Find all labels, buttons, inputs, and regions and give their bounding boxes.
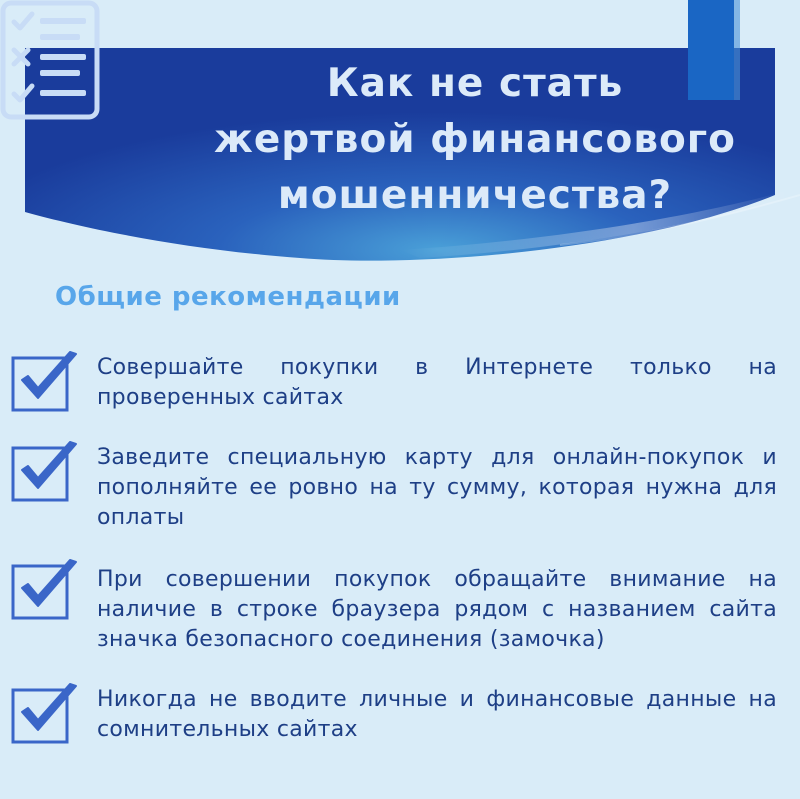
checkbox-checked-icon xyxy=(10,350,82,414)
item-text: Заведите специальную карту для онлайн-покупок и пополняйте ее ровно на ту сумму, которая нужна для оплаты xyxy=(97,445,777,530)
title-line-1: Как не стать xyxy=(326,61,624,106)
title-line-2: жертвой финансового xyxy=(214,117,736,162)
section-heading: Общие рекомендации xyxy=(55,282,401,312)
checkbox-checked-icon xyxy=(10,558,82,622)
item-text: При совершении покупок обращайте внимание на наличие в строке браузера рядом с названием сайта значка безопасного соединения (замочка) xyxy=(97,567,777,652)
checkbox-checked-icon xyxy=(10,682,82,746)
checkbox-checked-icon xyxy=(10,440,82,504)
item-text: Никогда не вводите личные и финансовые данные на сомнительных сайтах xyxy=(97,687,777,742)
title-line-3: мошенничества? xyxy=(277,173,673,218)
page-title xyxy=(150,56,800,224)
title-banner xyxy=(0,0,800,270)
item-text: Совершайте покупки в Интернете только на проверенных сайтах xyxy=(97,355,777,410)
checklist-icon xyxy=(0,0,100,120)
